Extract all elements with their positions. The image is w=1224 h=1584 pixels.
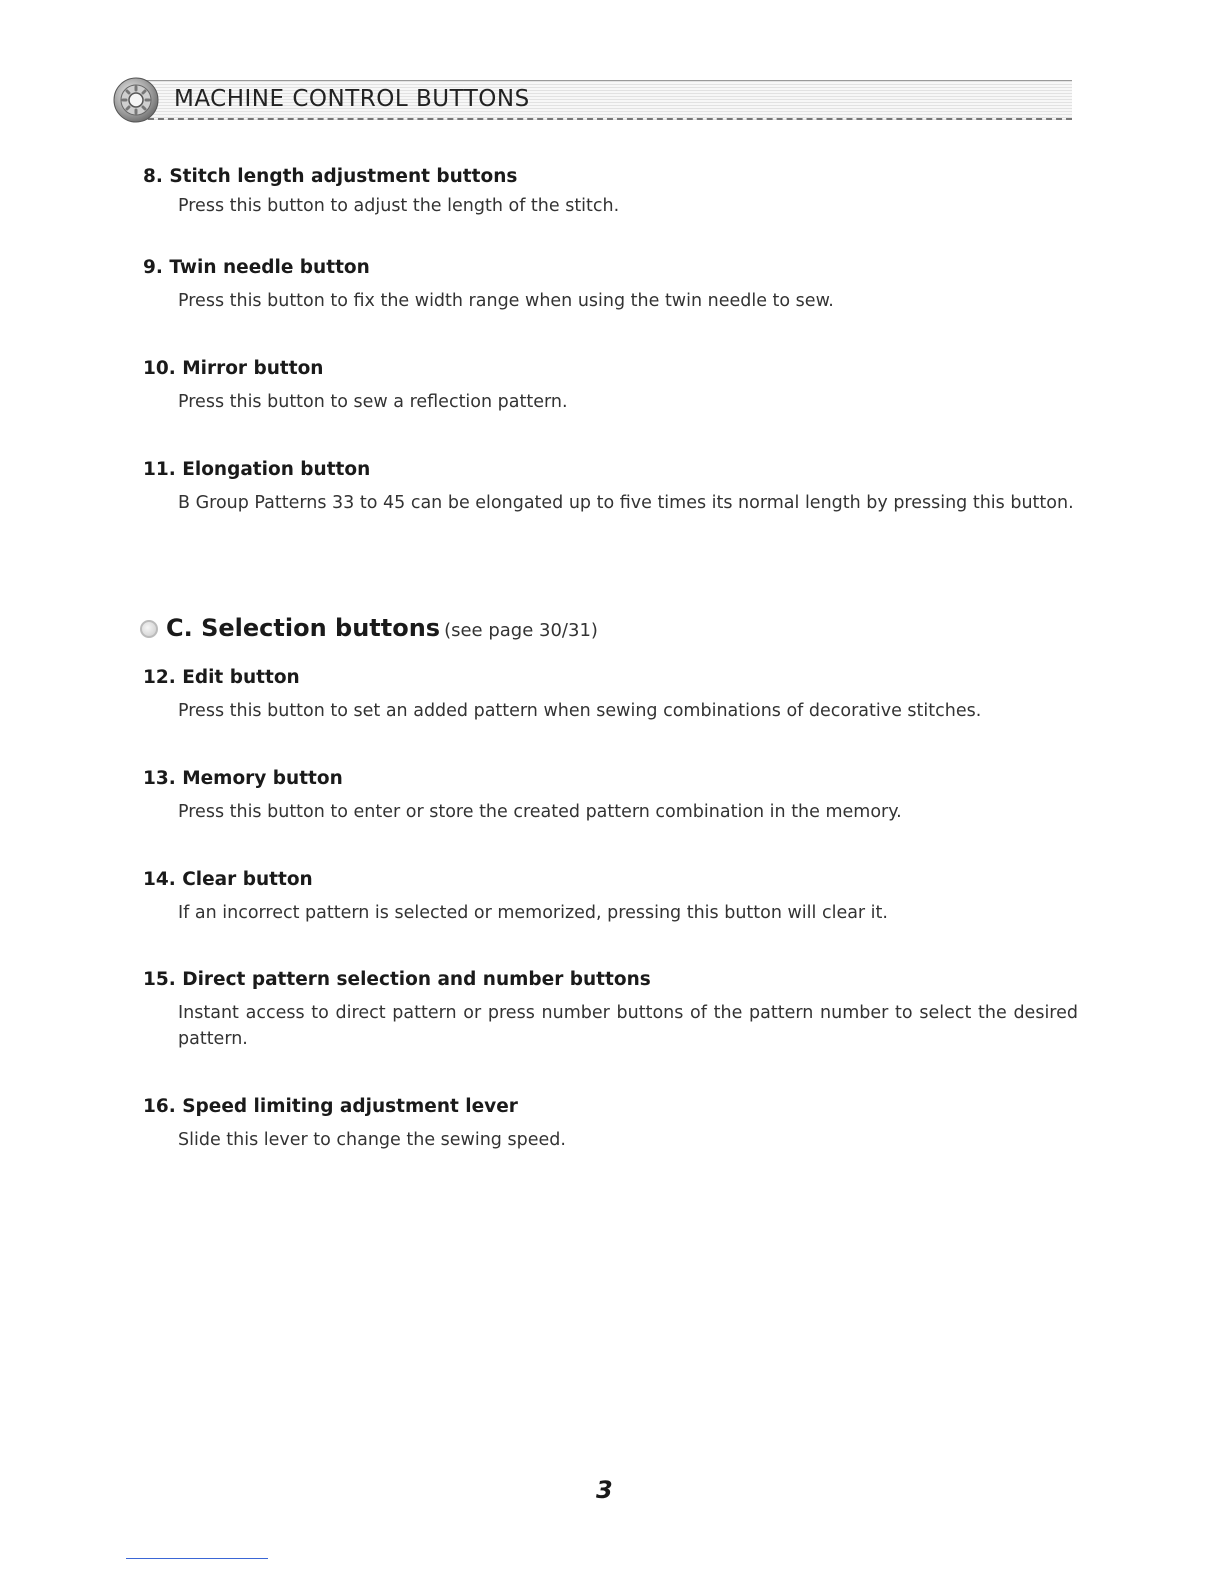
header-bar-rule: [138, 80, 1072, 81]
item-title: 12. Edit button: [143, 667, 300, 688]
subsection-title: C. Selection buttons: [166, 614, 441, 642]
item-title: 11. Elongation button: [143, 459, 371, 480]
page-title: MACHINE CONTROL BUTTONS: [174, 86, 530, 112]
item-title: 14. Clear button: [143, 869, 313, 890]
list-item: [143, 968, 1083, 1052]
list-item: [143, 1095, 1083, 1153]
item-description: B Group Patterns 33 to 45 can be elongated up to five times its normal length by pressing this button.: [178, 493, 1074, 513]
list-item: [143, 165, 1083, 219]
item-description: Press this button to fix the width range when using the twin needle to sew.: [178, 291, 834, 311]
gear-icon: [112, 76, 160, 124]
list-item: [143, 357, 1083, 415]
item-description: Press this button to enter or store the created pattern combination in the memory.: [178, 802, 902, 822]
subsection-heading: [140, 614, 598, 642]
list-item: [143, 868, 1083, 926]
list-item: [143, 767, 1083, 825]
item-title: 15. Direct pattern selection and number buttons: [143, 969, 651, 990]
item-description: Press this button to sew a reflection pattern.: [178, 392, 568, 412]
item-description: Instant access to direct pattern or press number buttons of the pattern number to select the desired pattern.: [178, 1003, 1078, 1049]
item-title: 16. Speed limiting adjustment lever: [143, 1096, 518, 1117]
item-description: If an incorrect pattern is selected or memorized, pressing this button will clear it.: [178, 903, 888, 923]
item-description: Slide this lever to change the sewing speed.: [178, 1130, 566, 1150]
item-title: 10. Mirror button: [143, 358, 324, 379]
list-item: [143, 666, 1083, 724]
item-description: Press this button to set an added pattern when sewing combinations of decorative stitches.: [178, 701, 982, 721]
list-item: [143, 256, 1083, 314]
page-number: 3: [596, 1476, 613, 1504]
item-title: 9. Twin needle button: [143, 257, 370, 278]
subsection-page-ref: (see page 30/31): [444, 620, 598, 641]
bullet-icon: [140, 620, 158, 638]
footer-rule: [126, 1558, 268, 1559]
list-item: [143, 458, 1083, 516]
item-title: 8. Stitch length adjustment buttons: [143, 166, 518, 187]
item-description: Press this button to adjust the length of the stitch.: [178, 196, 620, 216]
item-title: 13. Memory button: [143, 768, 343, 789]
section-header: [108, 72, 1072, 130]
